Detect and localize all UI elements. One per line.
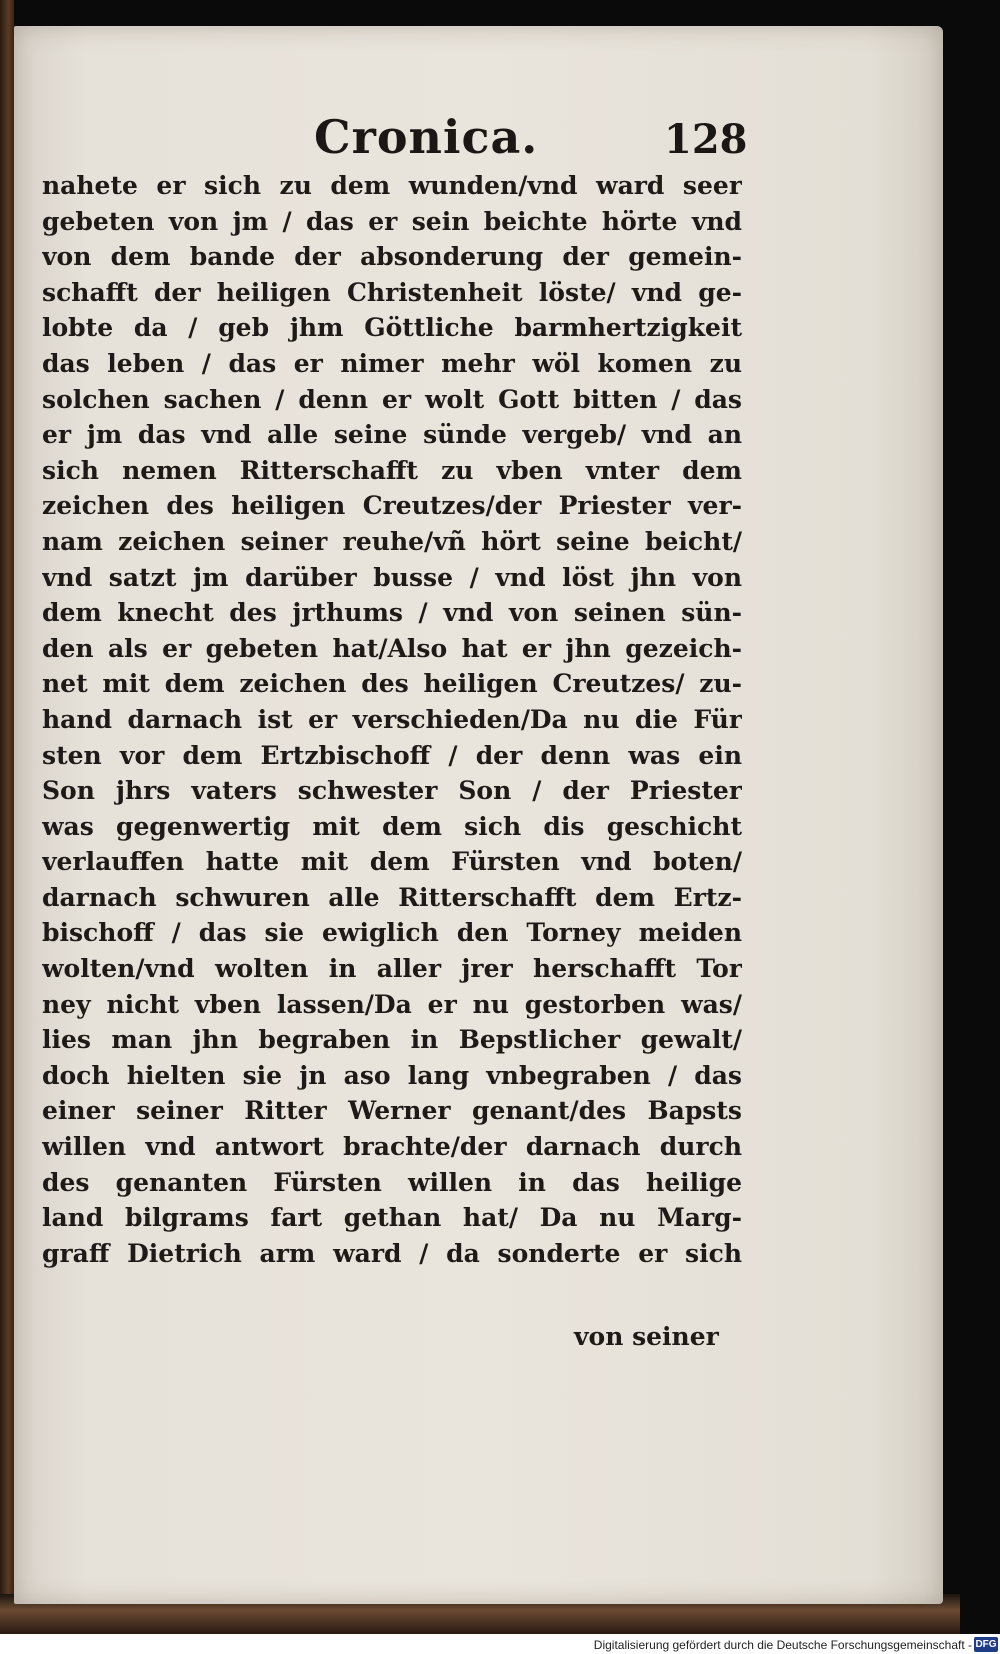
text-line: das leben / das er nimer mehr wöl komen zu (42, 348, 742, 378)
text-line: graff Dietrich arm ward / da sonderte er sich (42, 1238, 742, 1268)
body-text (42, 168, 742, 1271)
text-line: nam zeichen seiner reuhe/vñ hört seine beicht/ (42, 526, 742, 556)
text-line: des genanten Fürsten willen in das heilige (42, 1167, 742, 1197)
text-line: er jm das vnd alle seine sünde vergeb/ vnd an (42, 420, 742, 450)
text-line: was gegenwertig mit dem sich dis geschicht (42, 811, 742, 841)
text-line: land bilgrams fart gethan hat/ Da nu Marg- (42, 1203, 742, 1233)
text-line: verlauffen hatte mit dem Fürsten vnd boten/ (42, 847, 742, 877)
book-page (14, 26, 943, 1604)
text-line: solchen sachen / denn er wolt Gott bitten / das (42, 384, 742, 414)
text-line: bischoff / das sie ewiglich den Torney meiden (42, 918, 742, 948)
text-line: sich nemen Ritterschafft zu vben vnter dem (42, 455, 742, 485)
text-line: doch hielten sie jn aso lang vnbegraben / das (42, 1060, 742, 1090)
text-line: lies man jhn begraben in Bepstlicher gewalt/ (42, 1025, 742, 1055)
page-number: 128 (664, 116, 748, 163)
text-line: zeichen des heiligen Creutzes/der Priester ver- (42, 491, 742, 521)
running-head: Cronica. (314, 110, 539, 164)
text-line: willen vnd antwort brachte/der darnach durch (42, 1132, 742, 1162)
text-line: dem knecht des jrthums / vnd von seinen sün- (42, 598, 742, 628)
dfg-logo-icon: DFG (975, 1639, 997, 1650)
book-binding-left (0, 0, 14, 1654)
text-line: vnd satzt jm darüber busse / vnd löst jhn von (42, 562, 742, 592)
catchword: von seiner (574, 1322, 719, 1351)
text-line: sten vor dem Ertzbischoff / der denn was ein (42, 740, 742, 770)
text-line: einer seiner Ritter Werner genant/des Bapsts (42, 1096, 742, 1126)
text-line: von dem bande der absonderung der gemein- (42, 242, 742, 272)
text-line: darnach schwuren alle Ritterschafft dem Ertz- (42, 882, 742, 912)
text-line: schafft der heiligen Christenheit löste/ vnd ge- (42, 277, 742, 307)
funding-credit: Digitalisierung gefördert durch die Deutsche Forschungsgemeinschaft - (593, 1638, 972, 1652)
text-line: ney nicht vben lassen/Da er nu gestorben was/ (42, 989, 742, 1019)
text-line: wolten/vnd wolten in aller jrer herschafft Tor (42, 954, 742, 984)
text-line: lobte da / geb jhm Göttliche barmhertzigkeit (42, 313, 742, 343)
digitization-footer (0, 1634, 1000, 1654)
text-line: gebeten von jm / das er sein beichte hörte vnd (42, 206, 742, 236)
text-line: Son jhrs vaters schwester Son / der Priester (42, 776, 742, 806)
text-line: nahete er sich zu dem wunden/vnd ward seer (42, 171, 742, 200)
text-line: net mit dem zeichen des heiligen Creutzes/ zu- (42, 669, 742, 699)
text-line: den als er gebeten hat/Also hat er jhn gezeich- (42, 633, 742, 663)
text-line: hand darnach ist er verschieden/Da nu die Für (42, 704, 742, 734)
